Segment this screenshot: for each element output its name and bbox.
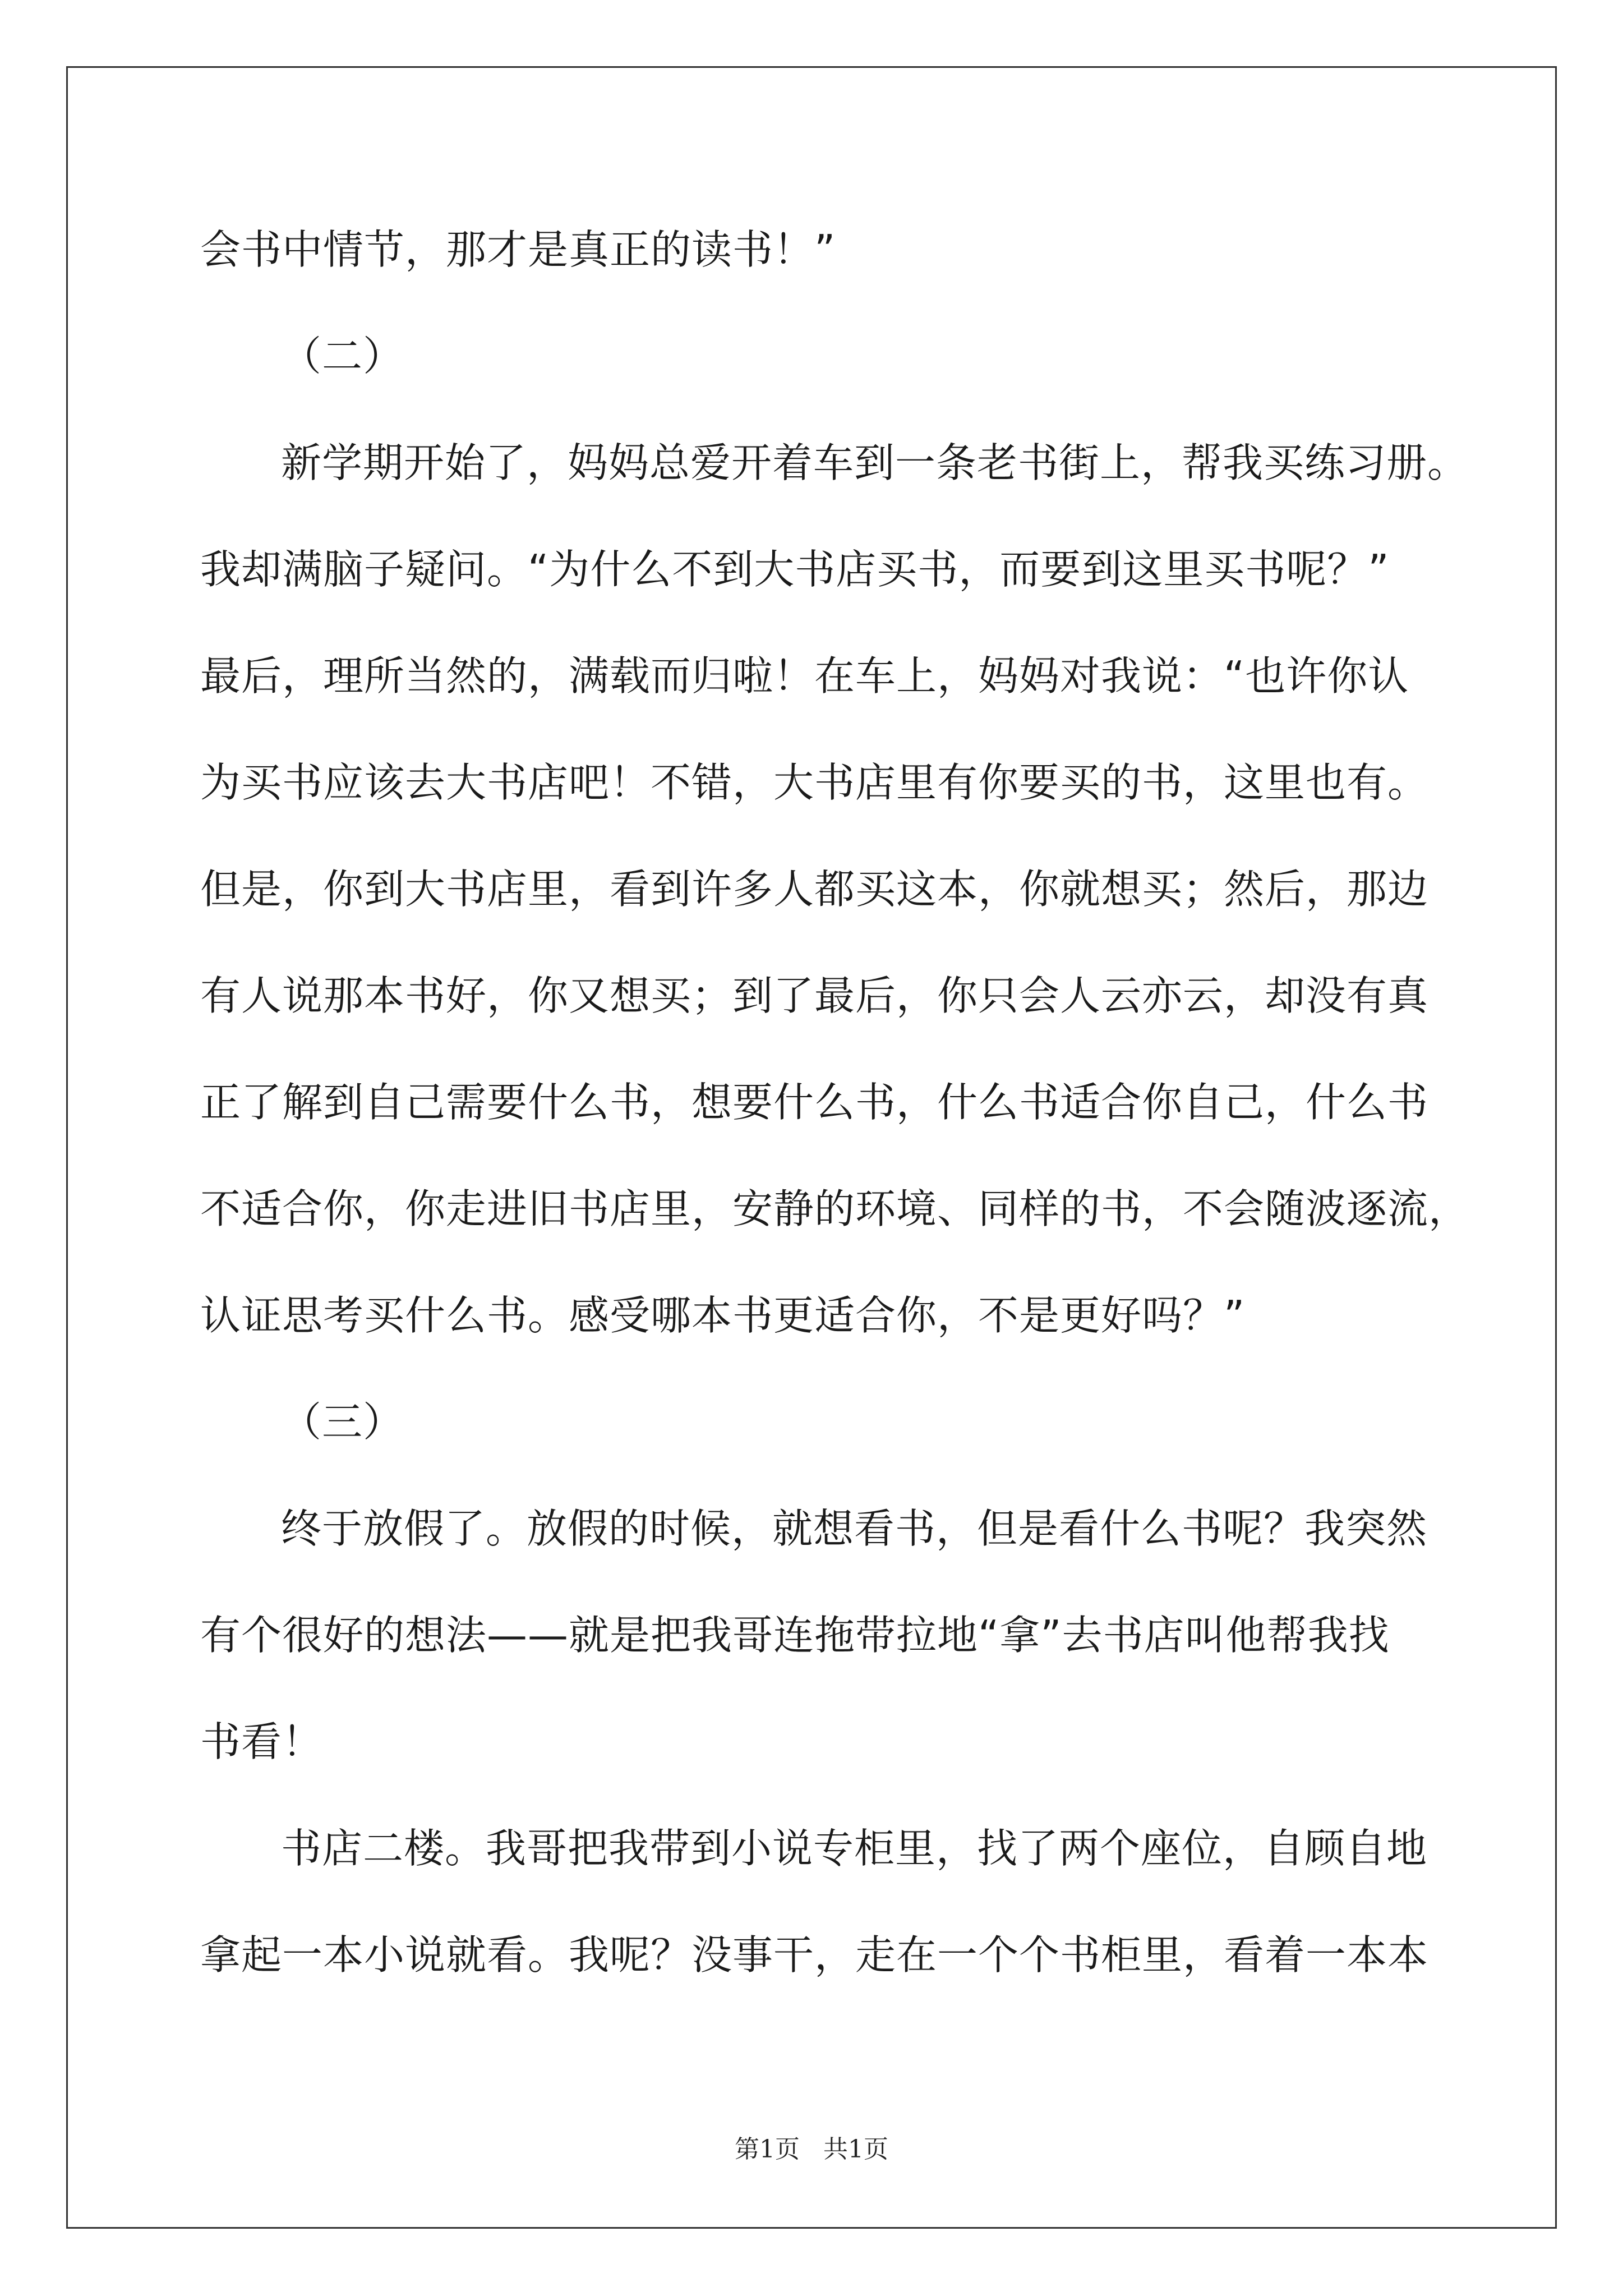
text-line: 终于放假了。放假的时候，就想看书，但是看什么书呢？我突然 [281, 1505, 1428, 1552]
text-line: 认证思考买什么书。感受哪本书更适合你，不是更好吗？” [200, 1292, 1246, 1339]
text-line: 会书中情节，那才是真正的读书！” [200, 226, 836, 273]
text-line: 有个很好的想法——就是把我哥连拖带拉地“拿”去书店叫他帮我找 [200, 1612, 1390, 1659]
text-line: 不适合你，你走进旧书店里，安静的环境、同样的书，不会随波逐流， [200, 1185, 1470, 1232]
page-total: 共1页 [823, 2135, 888, 2164]
page-footer [0, 2129, 1623, 2165]
page-number: 第1页 [735, 2135, 800, 2164]
text-line: 最后，理所当然的，满载而归啦！在车上，妈妈对我说：“也许你认 [200, 652, 1409, 700]
text-line: 为买书应该去大书店吧！不错，大书店里有你要买的书，这里也有。 [200, 759, 1429, 806]
text-line: 我却满脑子疑问。“为什么不到大书店买书，而要到这里买书呢？” [200, 546, 1390, 593]
text-line: 书看！ [200, 1718, 324, 1765]
text-line: 书店二楼。我哥把我带到小说专柜里，找了两个座位，自顾自地 [281, 1825, 1428, 1872]
text-line: 但是，你到大书店里，看到许多人都买这本，你就想买；然后，那边 [200, 866, 1429, 913]
text-line: 有人说那本书好，你又想买；到了最后，你只会人云亦云，却没有真 [200, 972, 1429, 1019]
text-line: 拿起一本小说就看。我呢？没事干，走在一个个书柜里，看着一本本 [200, 1931, 1429, 1978]
section-heading-two: （二） [281, 333, 404, 380]
section-heading-three: （三） [281, 1398, 404, 1446]
document-body [200, 196, 1484, 2008]
text-line: 新学期开始了，妈妈总爱开着车到一条老书街上，帮我买练习册。 [281, 439, 1469, 486]
text-line: 正了解到自己需要什么书，想要什么书，什么书适合你自己，什么书 [200, 1079, 1429, 1126]
